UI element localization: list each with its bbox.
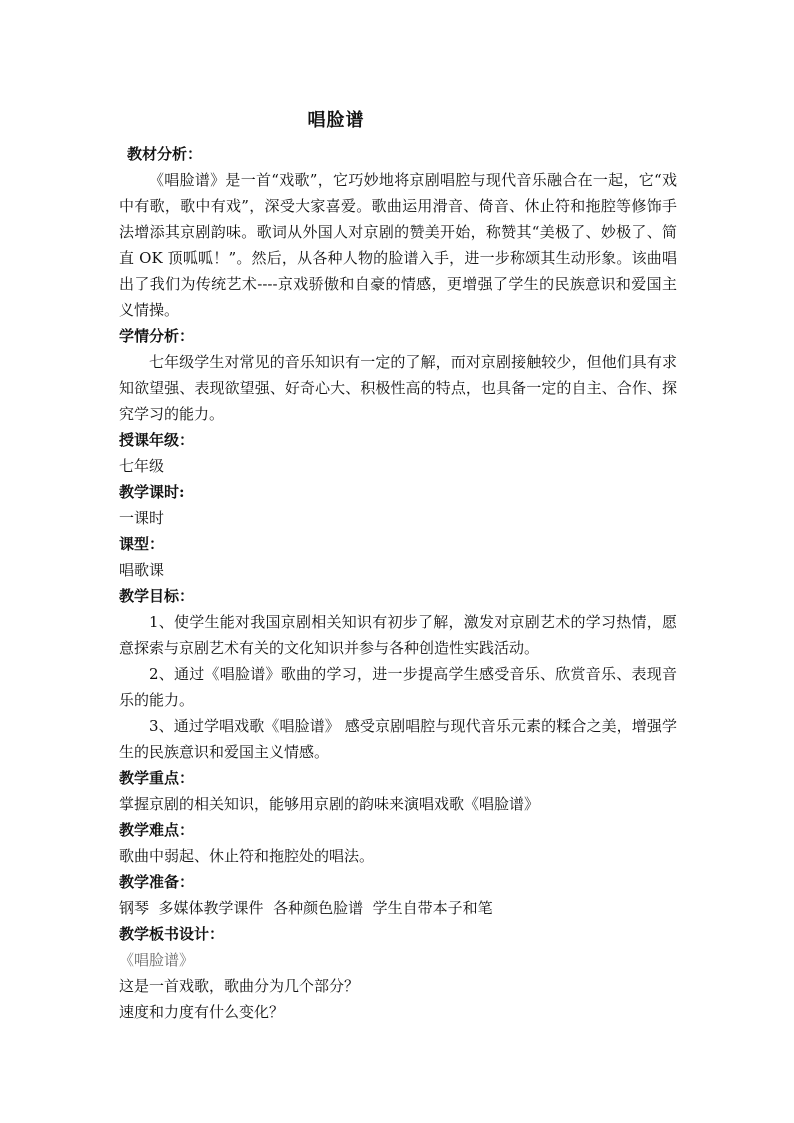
- students-paragraph: 七年级学生对常见的音乐知识有一定的了解，而对京剧接触较少，但他们具有求知欲望强、表现欲望强、好奇心大、积极性高的特点，也具备一定的自主、合作、探究学习的能力。: [119, 353, 677, 423]
- board-line-3: 速度和力度有什么变化？: [119, 1003, 285, 1021]
- board-line-1: 《唱脸谱》: [119, 951, 195, 969]
- section-heading-hours: 教学课时:: [119, 483, 185, 501]
- objective-item-3: 3、通过学唱戏歌《唱脸谱》 感受京剧唱腔与现代音乐元素的糅合之美，增强学生的民族意识和爱国主义情感。: [119, 717, 677, 761]
- section-heading-grade: 授课年级：: [119, 431, 195, 449]
- section-heading-board: 教学板书设计：: [119, 925, 225, 943]
- document-title: 唱脸谱: [307, 110, 365, 131]
- difficulties-value: 歌曲中弱起、休止符和拖腔处的唱法。: [119, 847, 375, 865]
- key-points-value: 掌握京剧的相关知识，能够用京剧的韵味来演唱戏歌《唱脸谱》: [119, 795, 540, 813]
- section-heading-difficulties: 教学难点：: [119, 821, 195, 839]
- section-heading-objectives: 教学目标：: [119, 587, 195, 605]
- section-heading-analysis: 教材分析：: [127, 145, 203, 163]
- hours-value: 一课时: [119, 509, 165, 527]
- type-value: 唱歌课: [119, 561, 165, 579]
- document-body: [119, 141, 677, 1025]
- grade-value: 七年级: [119, 457, 165, 475]
- section-heading-key-points: 教学重点：: [119, 769, 195, 787]
- section-heading-type: 课型：: [119, 535, 165, 553]
- section-heading-students: 学情分析：: [119, 327, 195, 345]
- objective-item-2: 2、通过《唱脸谱》歌曲的学习，进一步提高学生感受音乐、欣赏音乐、表现音乐的能力。: [119, 665, 677, 709]
- preparation-value: 钢琴 多媒体教学课件 各种颜色脸谱 学生自带本子和笔: [119, 899, 493, 917]
- objective-item-1: 1、使学生能对我国京剧相关知识有初步了解，激发对京剧艺术的学习热情，愿意探索与京剧艺术有关的文化知识并参与各种创造性实践活动。: [119, 613, 677, 657]
- analysis-paragraph: 《唱脸谱》是一首“戏歌”，它巧妙地将京剧唱腔与现代音乐融合在一起，它“戏中有歌，歌中有戏”，深受大家喜爱。歌曲运用滑音、倚音、休止符和拖腔等修饰手法增添其京剧韵味。歌词从外国人对京剧的赞美开始，称赞其“美极了、妙极了、简直 OK 顶呱呱！”。然后，从各种人物的脸谱入手，进一步称颂其生动形象。该曲唱出了我们为传统艺术----京戏骄傲和自豪的情感，更增强了学生的民族意识和爱国主义情操。: [119, 171, 677, 319]
- section-heading-preparation: 教学准备：: [119, 873, 195, 891]
- board-line-2: 这是一首戏歌，歌曲分为几个部分？: [119, 977, 360, 995]
